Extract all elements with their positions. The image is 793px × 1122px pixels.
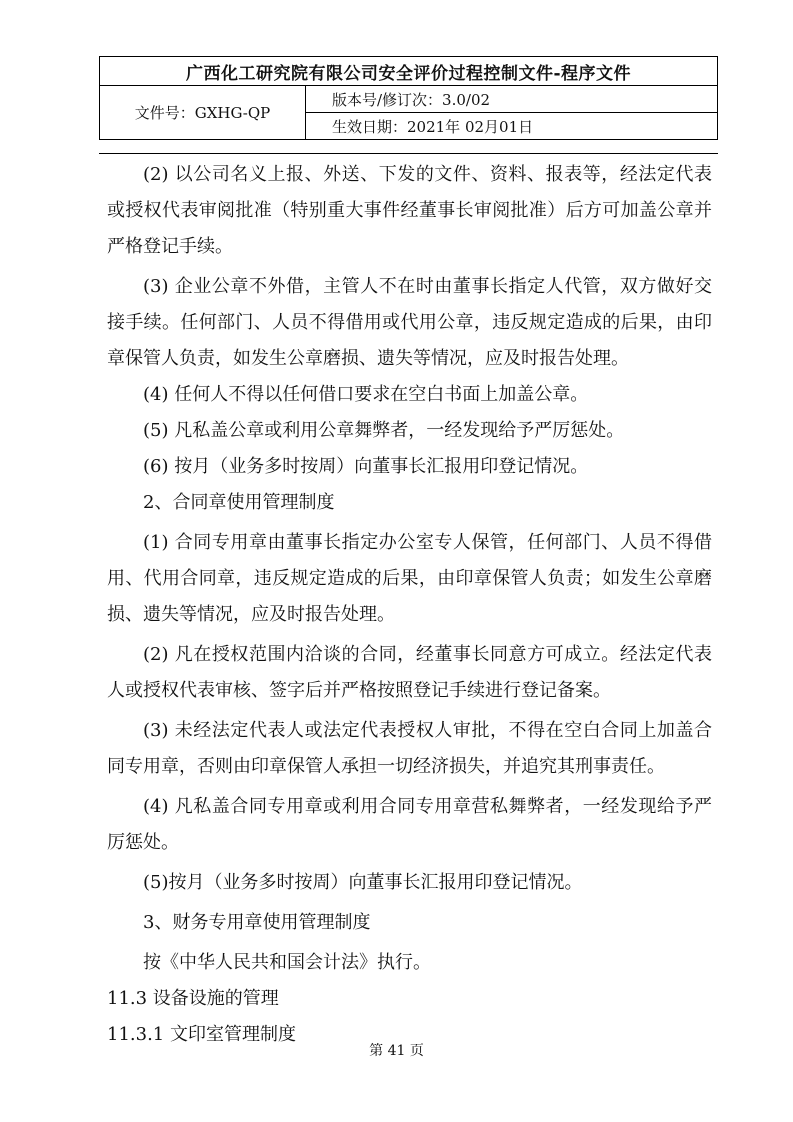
paragraph: (3) 未经法定代表人或法定代表授权人审批，不得在空白合同上加盖合同专用章，否则由印章保管人承担一切经济损失，并追究其刑事责任。 (107, 720, 712, 777)
document-title: 广西化工研究院有限公司安全评价过程控制文件-程序文件 (100, 57, 718, 86)
page-number: 第 41 页 (369, 1043, 424, 1059)
section-heading: 3、财务专用章使用管理制度 (143, 912, 371, 933)
paragraph: (5) 凡私盖公章或利用公章舞弊者，一经发现给予严厉惩处。 (143, 420, 625, 441)
document-body (107, 157, 712, 1053)
paragraph: (5)按月（业务多时按周）向董事长汇报用印登记情况。 (143, 872, 583, 893)
paragraph: 按《中华人民共和国会计法》执行。 (143, 952, 431, 973)
version-number: 版本号/修订次：3.0/02 (306, 86, 718, 113)
effective-date: 生效日期：2021年 02月01日 (306, 113, 718, 140)
document-number: 文件号：GXHG-QP (100, 86, 306, 140)
section-heading: 11.3 设备设施的管理 (107, 988, 279, 1009)
paragraph: (2) 以公司名义上报、外送、下发的文件、资料、报表等，经法定代表或授权代表审阅批准（特别重大事件经董事长审阅批准）后方可加盖公章并严格登记手续。 (107, 164, 712, 257)
paragraph: (4) 任何人不得以任何借口要求在空白书面上加盖公章。 (143, 384, 589, 405)
paragraph: (2) 凡在授权范围内洽谈的合同，经董事长同意方可成立。经法定代表人或授权代表审核、签字后并严格按照登记手续进行登记备案。 (107, 644, 712, 701)
section-heading: 2、合同章使用管理制度 (143, 492, 335, 513)
paragraph: (6) 按月（业务多时按周）向董事长汇报用印登记情况。 (143, 456, 589, 477)
subsection-heading: 11.3.1 文印室管理制度 (107, 1024, 296, 1045)
paragraph: (1) 合同专用章由董事长指定办公室专人保管，任何部门、人员不得借用、代用合同章，违反规定造成的后果，由印章保管人负责；如发生公章磨损、遗失等情况，应及时报告处理。 (107, 532, 712, 625)
paragraph: (3) 企业公章不外借，主管人不在时由董事长指定人代管，双方做好交接手续。任何部门、人员不得借用或代用公章，违反规定造成的后果，由印章保管人负责，如发生公章磨损、遗失等情况，应及时报告处理。 (107, 276, 712, 369)
paragraph: (4) 凡私盖合同专用章或利用合同专用章营私舞弊者，一经发现给予严厉惩处。 (107, 796, 712, 853)
document-header-table (99, 56, 718, 140)
header-divider (99, 153, 718, 154)
